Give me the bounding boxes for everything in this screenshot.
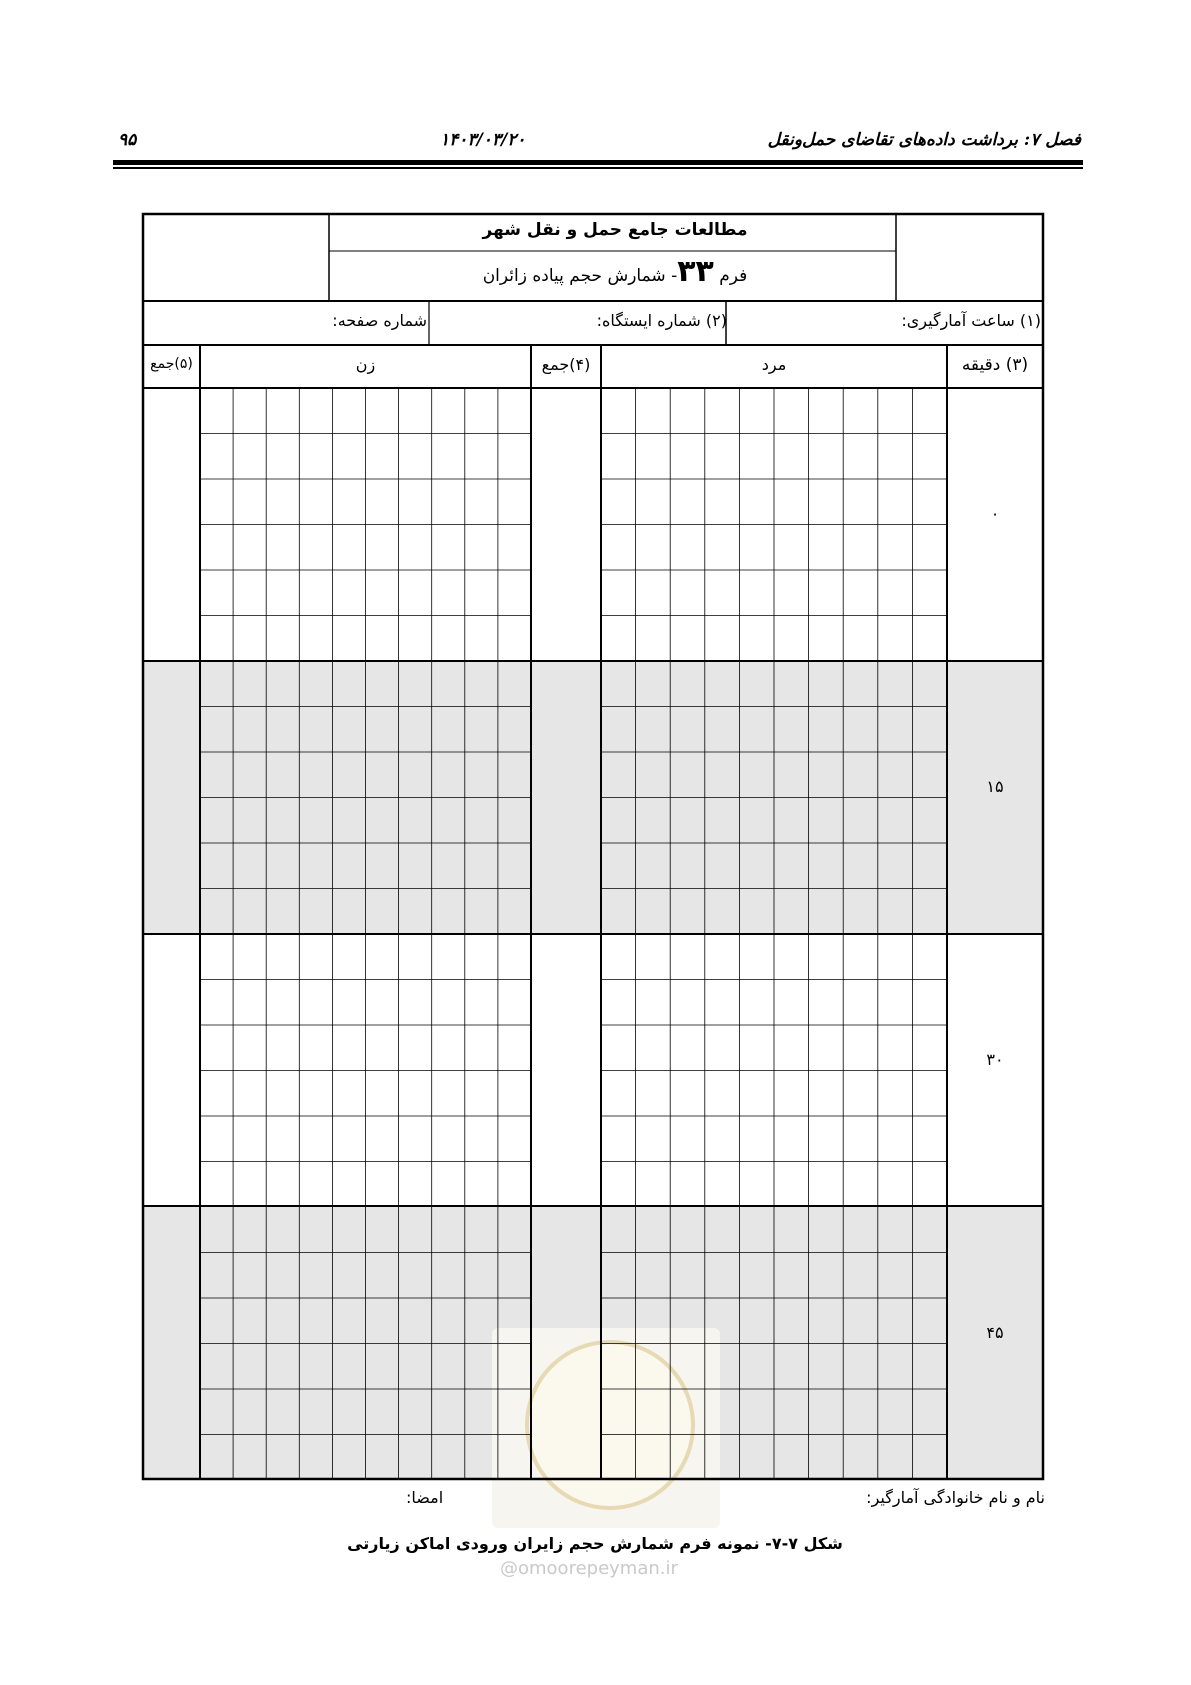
- form-frame: [143, 214, 1043, 1479]
- header-date: ۱۴۰۳/۰۳/۲۰: [440, 130, 526, 150]
- male-total-column-header: (۴)جمع: [541, 355, 591, 374]
- form-subtitle-prefix: فرم: [719, 266, 748, 286]
- chapter-title: فصل ۷: برداشت داده‌های تقاضای حمل‌ونقل: [767, 130, 1081, 150]
- form-subtitle: [330, 254, 900, 290]
- minute-label-30: ۳۰: [986, 1050, 1004, 1069]
- female-total-column-header: (۵)جمع: [150, 356, 193, 372]
- page-number: ۹۵: [118, 130, 137, 150]
- form-subtitle-suffix: - شمارش حجم پیاده زائران: [482, 266, 678, 286]
- male-column-header: مرد: [761, 355, 787, 374]
- minute-label-0: ۰: [990, 504, 1000, 523]
- signature-label[interactable]: امضا:: [406, 1488, 444, 1507]
- female-column-header: زن: [355, 355, 376, 374]
- hour-field-label[interactable]: (۱) ساعت آمارگیری:: [901, 311, 1041, 330]
- station-field-label[interactable]: (۲) شماره ایستگاه:: [596, 311, 727, 330]
- page-field-label[interactable]: شماره صفحه:: [332, 311, 427, 330]
- minute-label-45: ۴۵: [986, 1323, 1004, 1342]
- form-title: مطالعات جامع حمل و نقل شهر: [482, 220, 748, 240]
- minute-label-15: ۱۵: [986, 777, 1004, 796]
- watermark-text: @omoorepeyman.ir: [500, 1558, 678, 1579]
- collector-name-label[interactable]: نام و نام خانوادگی آمارگیر:: [866, 1488, 1045, 1507]
- figure-caption: شکل ۷-۷- نمونه فرم شمارش حجم زایران ورودی اماکن زیارتی: [347, 1534, 843, 1553]
- minute-column-header: (۳) دقیقه: [961, 355, 1029, 375]
- form-number: ۳۳: [677, 254, 714, 289]
